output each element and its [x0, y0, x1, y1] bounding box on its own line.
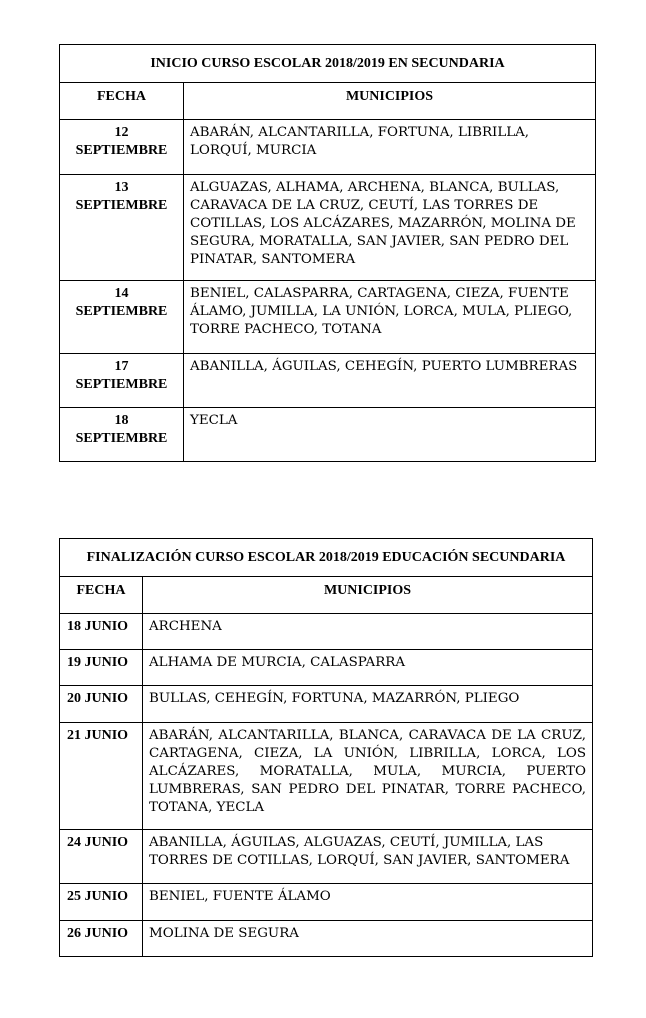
table-title-row	[60, 539, 593, 577]
table-title: FINALIZACIÓN CURSO ESCOLAR 2018/2019 EDUCACIÓN SECUNDARIA	[60, 539, 593, 577]
table-row	[60, 723, 593, 830]
fecha-cell	[60, 354, 184, 408]
table-row	[60, 830, 593, 884]
fecha-cell: 19 JUNIO	[60, 650, 143, 686]
fecha-cell: 21 JUNIO	[60, 723, 143, 830]
fecha-cell	[60, 120, 184, 175]
table-row	[60, 354, 596, 408]
fecha-cell	[60, 175, 184, 281]
fecha-cell: 18 JUNIO	[60, 614, 143, 650]
fecha-day: 14	[114, 286, 129, 301]
municipios-cell: ABANILLA, ÁGUILAS, CEHEGÍN, PUERTO LUMBRERAS	[184, 354, 596, 408]
municipios-cell: BENIEL, CALASPARRA, CARTAGENA, CIEZA, FUENTE ÁLAMO, JUMILLA, LA UNIÓN, LORCA, MULA, PLIEGO, TORRE PACHECO, TOTANA	[184, 281, 596, 354]
municipios-cell: ABARÁN, ALCANTARILLA, FORTUNA, LIBRILLA, LORQUÍ, MURCIA	[184, 120, 596, 175]
municipios-cell: MOLINA DE SEGURA	[143, 921, 593, 957]
table-row	[60, 281, 596, 354]
fecha-cell	[60, 281, 184, 354]
table-title: INICIO CURSO ESCOLAR 2018/2019 EN SECUNDARIA	[60, 45, 596, 83]
municipios-cell: BULLAS, CEHEGÍN, FORTUNA, MAZARRÓN, PLIEGO	[143, 686, 593, 723]
column-header-fecha: FECHA	[60, 83, 184, 120]
municipios-cell: BENIEL, FUENTE ÁLAMO	[143, 884, 593, 921]
municipios-cell: ALHAMA DE MURCIA, CALASPARRA	[143, 650, 593, 686]
fecha-cell	[60, 408, 184, 462]
inicio-table	[59, 44, 596, 462]
fecha-day: 13	[114, 180, 129, 195]
table-row	[60, 120, 596, 175]
fecha-day: 18	[114, 413, 129, 428]
municipios-cell: ALGUAZAS, ALHAMA, ARCHENA, BLANCA, BULLAS, CARAVACA DE LA CRUZ, CEUTÍ, LAS TORRES DE COTILLAS, LOS ALCÁZARES, MAZARRÓN, MOLINA DE SEGURA, MORATALLA, SAN JAVIER, SAN PEDRO DEL PINATAR, SANTOMERA	[184, 175, 596, 281]
table-row	[60, 408, 596, 462]
fecha-day: 17	[114, 359, 129, 374]
fecha-cell: 25 JUNIO	[60, 884, 143, 921]
fecha-cell: 24 JUNIO	[60, 830, 143, 884]
table-row	[60, 921, 593, 957]
fecha-cell: 26 JUNIO	[60, 921, 143, 957]
municipios-cell: ABANILLA, ÁGUILAS, ALGUAZAS, CEUTÍ, JUMILLA, LAS TORRES DE COTILLAS, LORQUÍ, SAN JAVIER, SANTOMERA	[143, 830, 593, 884]
table-header-row	[60, 83, 596, 120]
table-row	[60, 884, 593, 921]
finalizacion-table	[59, 538, 593, 957]
fecha-cell: 20 JUNIO	[60, 686, 143, 723]
municipios-cell: YECLA	[184, 408, 596, 462]
fecha-month: SEPTIEMBRE	[75, 304, 168, 319]
municipios-cell: ARCHENA	[143, 614, 593, 650]
fecha-month: SEPTIEMBRE	[75, 143, 168, 158]
column-header-municipios: MUNICIPIOS	[184, 83, 596, 120]
table-row	[60, 175, 596, 281]
fecha-day: 12	[114, 125, 129, 140]
table-row	[60, 686, 593, 723]
table-row	[60, 650, 593, 686]
fecha-month: SEPTIEMBRE	[75, 198, 168, 213]
table-header-row	[60, 577, 593, 614]
fecha-month: SEPTIEMBRE	[75, 431, 168, 446]
table-title-row	[60, 45, 596, 83]
fecha-month: SEPTIEMBRE	[75, 377, 168, 392]
column-header-municipios: MUNICIPIOS	[143, 577, 593, 614]
column-header-fecha: FECHA	[60, 577, 143, 614]
municipios-cell: ABARÁN, ALCANTARILLA, BLANCA, CARAVACA DE LA CRUZ, CARTAGENA, CIEZA, LA UNIÓN, LIBRILLA, LORCA, LOS ALCÁZARES, MORATALLA, MULA, MURCIA, PUERTO LUMBRERAS, SAN PEDRO DEL PINATAR, TORRE PACHECO, TOTANA, YECLA	[143, 723, 593, 830]
table-row	[60, 614, 593, 650]
